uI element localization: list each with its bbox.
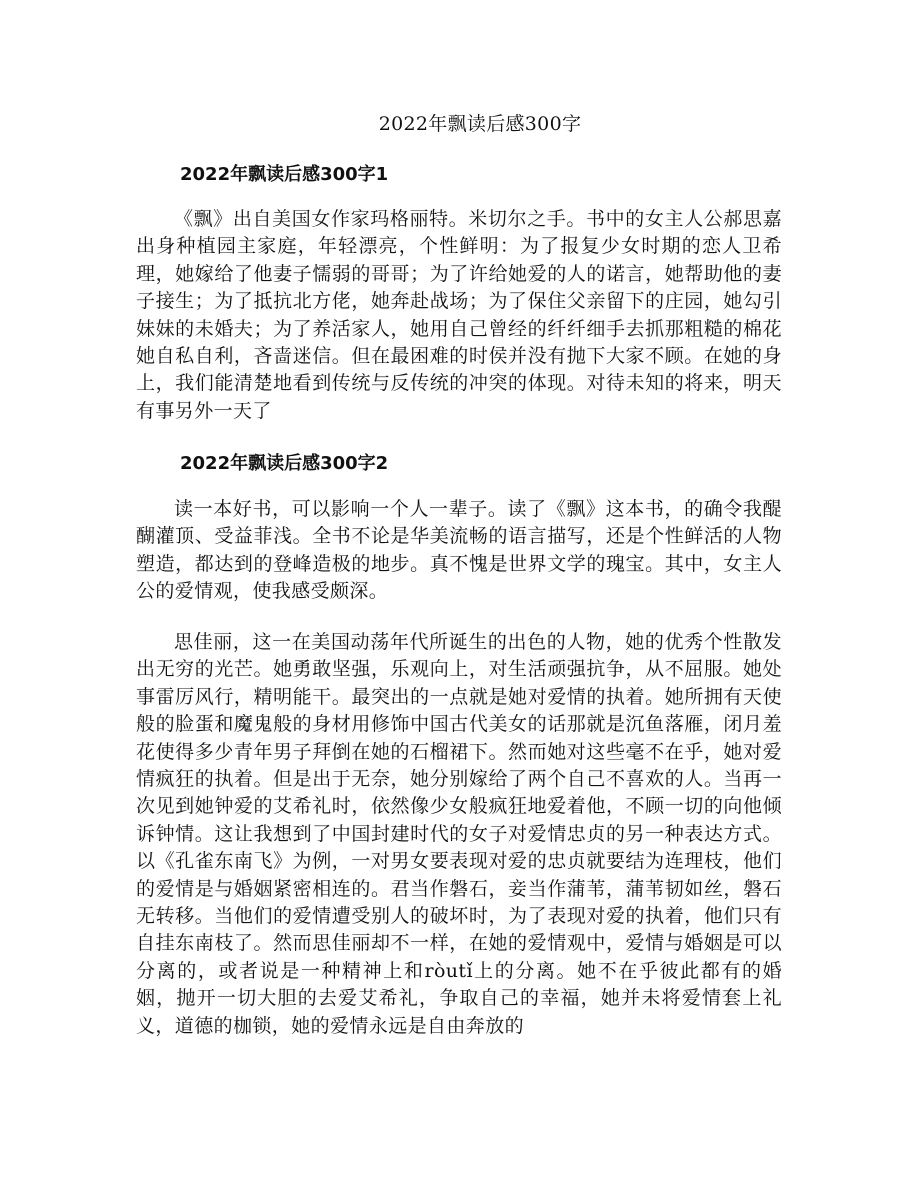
document-title: 2022年飘读后感300字 (378, 113, 582, 135)
section-heading-1: 2022年飘读后感300字1 (180, 164, 389, 185)
section-heading-2: 2022年飘读后感300字2 (180, 453, 389, 474)
section-2-paragraph-2: 思佳丽，这一在美国动荡年代所诞生的出色的人物，她的优秀个性散发出无穷的光芒。她勇敢坚强，乐观向上，对生活顽强抗争，从不屈服。她处事雷厉风行，精明能干。最突出的一点就是她对爱情的执着。她所拥有天使般的脸蛋和魔鬼般的身材用修饰中国古代美女的话那就是沉鱼落雁，闭月羞花使得多少青年男子拜倒在她的石榴裙下。然而她对这些毫不在乎，她对爱情疯狂的执着。但是出于无奈，她分别嫁给了两个自己不喜欢的人。当再一次见到她钟爱的艾希礼时，依然像少女般疯狂地爱着他，不顾一切的向他倾诉钟情。这让我想到了中国封建时代的女子对爱情忠贞的另一种表达方式。以《孔雀东南飞》为例，一对男女要表现对爱的忠贞就要结为连理枝，他们的爱情是与婚姻紧密相连的。君当作磐石，妾当作蒲苇，蒲苇韧如丝，磐石无转移。当他们的爱情遭受别人的破坏时，为了表现对爱的执着，他们只有自挂东南枝了。然而思佳丽却不一样，在她的爱情观中，爱情与婚姻是可以分离的，或者说是一种精神上和ròutǐ上的分离。她不在乎彼此都有的婚姻，抛开一切大胆的去爱艾希礼，争取自己的幸福，她并未将爱情套上礼义，道德的枷锁，她的爱情永远是自由奔放的 (136, 631, 782, 1037)
section-1-paragraph-1: 《飘》出自美国女作家玛格丽特。米切尔之手。书中的女主人公郝思嘉出身种植园主家庭，年轻漂亮，个性鲜明：为了报复少女时期的恋人卫希理，她嫁给了他妻子懦弱的哥哥；为了许给她爱的人的诺言，她帮助他的妻子接生；为了抵抗北方佬，她奔赴战场；为了保住父亲留下的庄园，她勾引妹妹的未婚夫；为了养活家人，她用自己曾经的纤纤细手去抓那粗糙的棉花她自私自利，吝啬迷信。但在最困难的时侯并没有抛下大家不顾。在她的身上，我们能清楚地看到传统与反传统的冲突的体现。对待未知的将来，明天有事另外一天了 (136, 208, 782, 422)
section-2-paragraph-1: 读一本好书，可以影响一个人一辈子。读了《飘》这本书，的确令我醍醐灌顶、受益菲浅。全书不论是华美流畅的语言描写，还是个性鲜活的人物塑造，都达到的登峰造极的地步。真不愧是世界文学的瑰宝。其中，女主人公的爱情观，使我感受颇深。 (136, 498, 782, 603)
